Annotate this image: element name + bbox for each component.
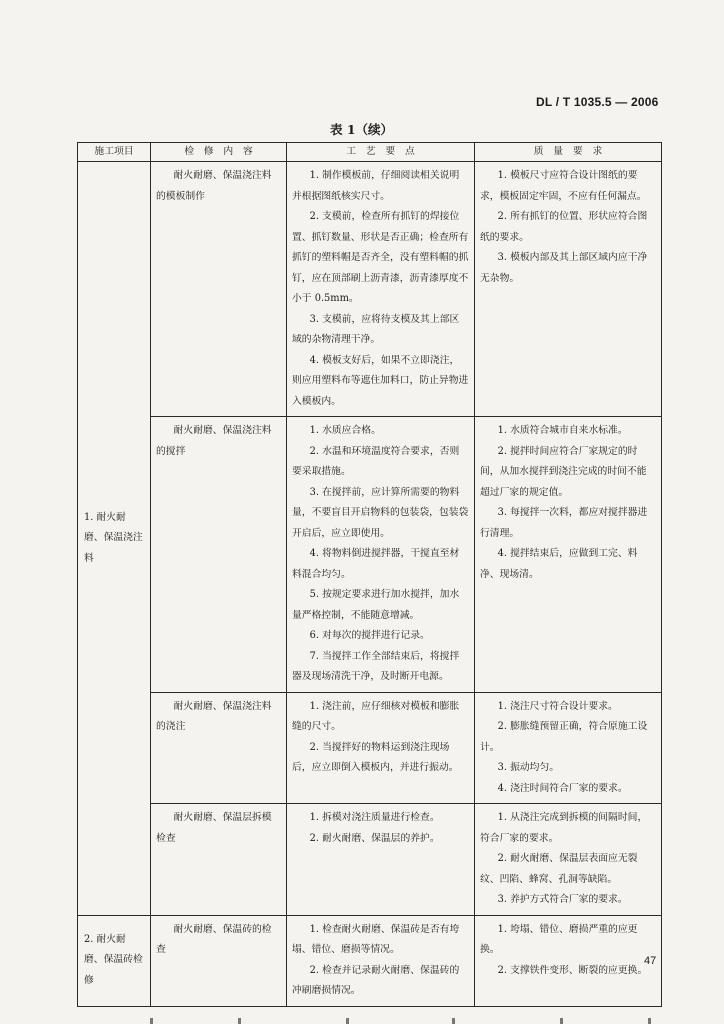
quality-item: 2. 膨胀缝预留正确，符合原施工设计。 [480, 721, 648, 753]
quality-item: 1. 从浇注完成到拆模的间隔时间，符合厂家的要求。 [480, 812, 648, 844]
process-item: 5. 按规定要求进行加水搅拌，加水量严格控制，不能随意增减。 [292, 589, 460, 621]
table-row [78, 692, 662, 804]
quality-item: 2. 耐火耐磨、保温层表面应无裂纹、凹陷、蜂窝、孔洞等缺陷。 [480, 853, 638, 885]
process-item: 2. 支模前，检查所有抓钉的焊接位置、抓钉数量、形状是否正确；检查所有抓钉的塑料帽是否齐全，没有塑料帽的抓钉，应在顶部刷上沥青漆，沥青漆厚度不小于 0.5mm。 [292, 211, 469, 304]
process-item: 7. 当搅拌工作全部结束后，将搅拌器及现场清洗干净，及时断开电源。 [292, 650, 460, 682]
process-item: 6. 对每次的搅拌进行记录。 [309, 630, 430, 641]
process-item: 1. 拆模对浇注质量进行检查。 [309, 812, 440, 823]
quality-cell [475, 692, 662, 804]
project-cell: 2. 耐火耐磨、保温砖检修 [78, 915, 151, 1006]
quality-cell [475, 417, 662, 693]
process-cell [287, 692, 475, 804]
page-number: 47 [644, 955, 657, 967]
quality-cell [475, 804, 662, 916]
table-caption: 表 1（续） [330, 122, 394, 137]
content-cell: 耐火耐磨、保温层拆模检查 [151, 804, 287, 916]
content-cell: 耐火耐磨、保温砖的检查 [151, 915, 287, 1006]
quality-item: 1. 水质符合城市自来水标准。 [497, 425, 628, 436]
quality-item: 3. 每搅拌一次料，都应对搅拌器进行清理。 [480, 507, 648, 539]
quality-item: 2. 所有抓钉的位置、形状应符合图纸的要求。 [480, 211, 648, 243]
content-cell: 耐火耐磨、保温浇注料的模板制作 [151, 162, 287, 417]
quality-item: 1. 模板尺寸应符合设计图纸的要求，模板固定牢固，不应有任何漏点。 [480, 170, 647, 202]
quality-cell [475, 162, 662, 417]
table-row [78, 915, 662, 1006]
quality-cell [475, 915, 662, 1006]
process-item: 2. 当搅拌好的物料运到浇注现场后，应立即倒入模板内，并进行振动。 [292, 741, 459, 773]
table-row [78, 417, 662, 693]
quality-item: 4. 搅拌结束后，应做到工完、料净、现场清。 [480, 548, 638, 580]
process-item: 1. 水质应合格。 [309, 425, 381, 436]
process-cell [287, 417, 475, 693]
content-cell: 耐火耐磨、保温浇注料的浇注 [151, 692, 287, 804]
table-row [78, 804, 662, 916]
process-item: 1. 检查耐火耐磨、保温砖是否有垮塌、错位、磨损等情况。 [292, 923, 460, 955]
process-item: 4. 模板支好后，如果不立即浇注，则应用塑料布等遮住加料口，防止异物进入模板内。 [292, 354, 469, 407]
process-item: 2. 水温和环境温度符合要求，否则要采取措施。 [292, 445, 460, 477]
quality-item: 1. 浇注尺寸符合设计要求。 [497, 700, 618, 712]
header-project: 施工项目 [78, 143, 151, 162]
scan-mark [238, 1018, 241, 1024]
scan-mark [150, 1018, 153, 1024]
quality-item: 1. 垮塌、错位、磨损严重的应更换。 [480, 923, 638, 955]
process-cell [287, 804, 475, 916]
quality-item: 3. 模板内部及其上部区域内应干净无杂物。 [480, 252, 648, 284]
content-cell: 耐火耐磨、保温浇注料的搅拌 [151, 417, 287, 693]
quality-item: 2. 支撑铁件变形、断裂的应更换。 [497, 964, 648, 976]
header-quality: 质 量 要 求 [475, 143, 662, 162]
maintenance-table [77, 142, 662, 1007]
document-code: DL / T 1035.5 — 2006 [536, 95, 659, 109]
scan-mark [648, 1018, 651, 1024]
quality-item: 4. 浇注时间符合厂家的要求。 [497, 782, 628, 794]
process-item: 2. 检查并记录耐火耐磨、保温砖的冲刷磨损情况。 [292, 964, 460, 996]
scan-mark [560, 1018, 563, 1024]
quality-item: 2. 搅拌时间应符合厂家规定的时间，从加水搅拌到浇注完成的时间不能超过厂家的规定值。 [480, 445, 647, 498]
table-header-row [78, 143, 662, 162]
project-cell: 1. 耐火耐磨、保温浇注料 [78, 162, 151, 916]
table-row [78, 162, 662, 417]
process-cell [287, 915, 475, 1006]
process-item: 3. 在搅拌前，应计算所需要的物料量，不要盲目开启物料的包装袋，包装袋开启后，应立即使用。 [292, 486, 469, 539]
scan-mark [452, 1018, 455, 1024]
process-item: 4. 将物料倒进搅拌器，干搅直至材料混合均匀。 [292, 548, 460, 580]
process-cell [287, 162, 475, 417]
process-item: 2. 耐火耐磨、保温层的养护。 [309, 832, 440, 844]
quality-item: 3. 养护方式符合厂家的要求。 [497, 894, 628, 905]
header-process: 工 艺 要 点 [287, 143, 475, 162]
process-item: 1. 制作模板前，仔细阅读相关说明并根据图纸核实尺寸。 [292, 170, 460, 202]
process-item: 1. 浇注前，应仔细核对模板和膨胀缝的尺寸。 [292, 700, 460, 732]
header-content: 检 修 内 容 [151, 143, 287, 162]
scan-mark [346, 1018, 349, 1024]
process-item: 3. 支模前，应将待支模及其上部区域的杂物清理干净。 [292, 313, 460, 345]
quality-item: 3. 振动均匀。 [497, 762, 560, 773]
